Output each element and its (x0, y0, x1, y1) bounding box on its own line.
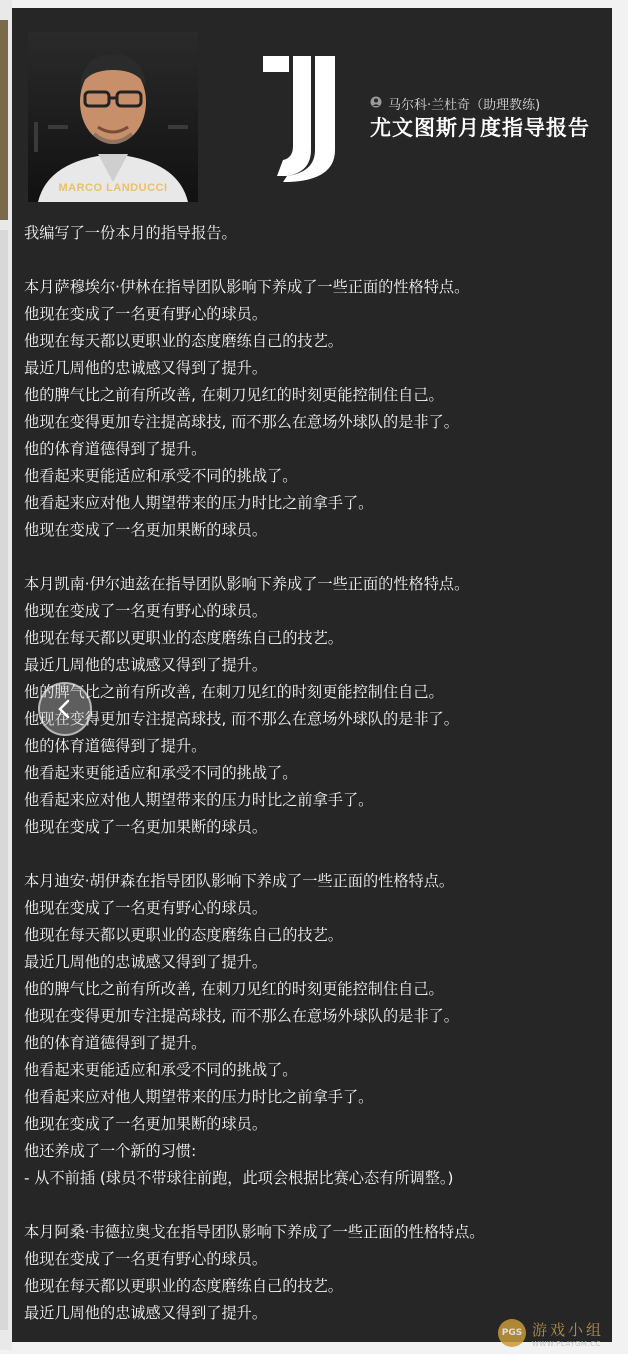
coach-avatar (28, 32, 198, 202)
report-line: 他的体育道德得到了提升。 (24, 737, 207, 755)
report-line: 他的脾气比之前有所改善, 在刺刀见红的时刻更能控制住自己。 (24, 386, 444, 404)
report-line: 他现在变得更加专注提高球技, 而不那么在意场外球队的是非了。 (24, 413, 459, 431)
report-line: 他还养成了一个新的习惯: (24, 1142, 197, 1160)
report-line: 他看起来应对他人期望带来的压力时比之前拿手了。 (24, 494, 374, 512)
report-line: 他看起来更能适应和承受不同的挑战了。 (24, 1061, 298, 1079)
previous-page-button[interactable] (38, 682, 92, 736)
report-line: 最近几周他的忠诚感又得到了提升。 (24, 656, 267, 674)
watermark-logo: PGS (498, 1319, 526, 1347)
report-line: 最近几周他的忠诚感又得到了提升。 (24, 953, 267, 971)
report-line: 他看起来更能适应和承受不同的挑战了。 (24, 764, 298, 782)
report-line: 他现在变成了一名更有野心的球员。 (24, 305, 267, 323)
report-line: 他的体育道德得到了提升。 (24, 440, 207, 458)
report-line: 他看起来应对他人期望带来的压力时比之前拿手了。 (24, 1088, 374, 1106)
report-line: 他看起来应对他人期望带来的压力时比之前拿手了。 (24, 791, 374, 809)
player-section (24, 571, 604, 841)
report-line: 他现在变得更加专注提高球技, 而不那么在意场外球队的是非了。 (24, 1007, 459, 1025)
section-heading-line: 本月凯南·伊尔迪兹在指导团队影响下养成了一些正面的性格特点。 (24, 575, 470, 593)
report-body (24, 220, 604, 1354)
juventus-logo-icon (259, 54, 339, 184)
watermark-url: WWW.PLAYGM.CC (532, 1339, 601, 1348)
report-line: 他的体育道德得到了提升。 (24, 1034, 207, 1052)
report-line: 最近几周他的忠诚感又得到了提升。 (24, 1304, 267, 1322)
user-icon (370, 96, 382, 112)
player-section (24, 1219, 604, 1327)
report-header (12, 8, 612, 208)
watermark (498, 1316, 628, 1350)
report-line: 他的脾气比之前有所改善, 在刺刀见红的时刻更能控制住自己。 (24, 683, 444, 701)
intro-line: 我编写了一份本月的指导报告。 (24, 224, 237, 242)
report-line: 他现在变得更加专注提高球技, 而不那么在意场外球队的是非了。 (24, 710, 459, 728)
intro-paragraph (24, 220, 604, 247)
report-line: 他现在每天都以更职业的态度磨练自己的技艺。 (24, 332, 343, 350)
report-line: 最近几周他的忠诚感又得到了提升。 (24, 359, 267, 377)
player-section (24, 274, 604, 544)
report-line: 他现在变成了一名更加果断的球员。 (24, 1115, 267, 1133)
report-line: 他的脾气比之前有所改善, 在刺刀见红的时刻更能控制住自己。 (24, 980, 444, 998)
report-line: 他现在每天都以更职业的态度磨练自己的技艺。 (24, 1277, 343, 1295)
report-line: 他现在变成了一名更有野心的球员。 (24, 1250, 267, 1268)
report-line: 他现在变成了一名更有野心的球员。 (24, 602, 267, 620)
report-line: 他现在变成了一名更有野心的球员。 (24, 899, 267, 917)
report-panel (12, 8, 612, 1348)
report-line: 他现在变成了一名更加果断的球员。 (24, 521, 267, 539)
background-window-edge (0, 0, 12, 1350)
report-line: 他现在每天都以更职业的态度磨练自己的技艺。 (24, 926, 343, 944)
watermark-text: 游戏小组 (532, 1320, 605, 1339)
report-line: 他现在变成了一名更加果断的球员。 (24, 818, 267, 836)
avatar-caption: MARCO LANDUCCI (58, 182, 168, 194)
report-line: 他现在每天都以更职业的态度磨练自己的技艺。 (24, 629, 343, 647)
section-heading-line: 本月迪安·胡伊森在指导团队影响下养成了一些正面的性格特点。 (24, 872, 455, 890)
author-name: 马尔科·兰杜奇（助理教练) (388, 98, 541, 113)
section-heading-line: 本月阿桑·韦德拉奥戈在指导团队影响下养成了一些正面的性格特点。 (24, 1223, 485, 1241)
report-line: 他看起来更能适应和承受不同的挑战了。 (24, 467, 298, 485)
author-line (370, 94, 540, 113)
section-heading-line: 本月萨穆埃尔·伊林在指导团队影响下养成了一些正面的性格特点。 (24, 278, 470, 296)
report-line: - 从不前插 (球员不带球往前跑，此项会根据比赛心态有所调整。) (24, 1169, 454, 1187)
player-section (24, 868, 604, 1192)
report-title: 尤文图斯月度指导报告 (370, 116, 590, 140)
chevron-left-icon (54, 698, 76, 720)
